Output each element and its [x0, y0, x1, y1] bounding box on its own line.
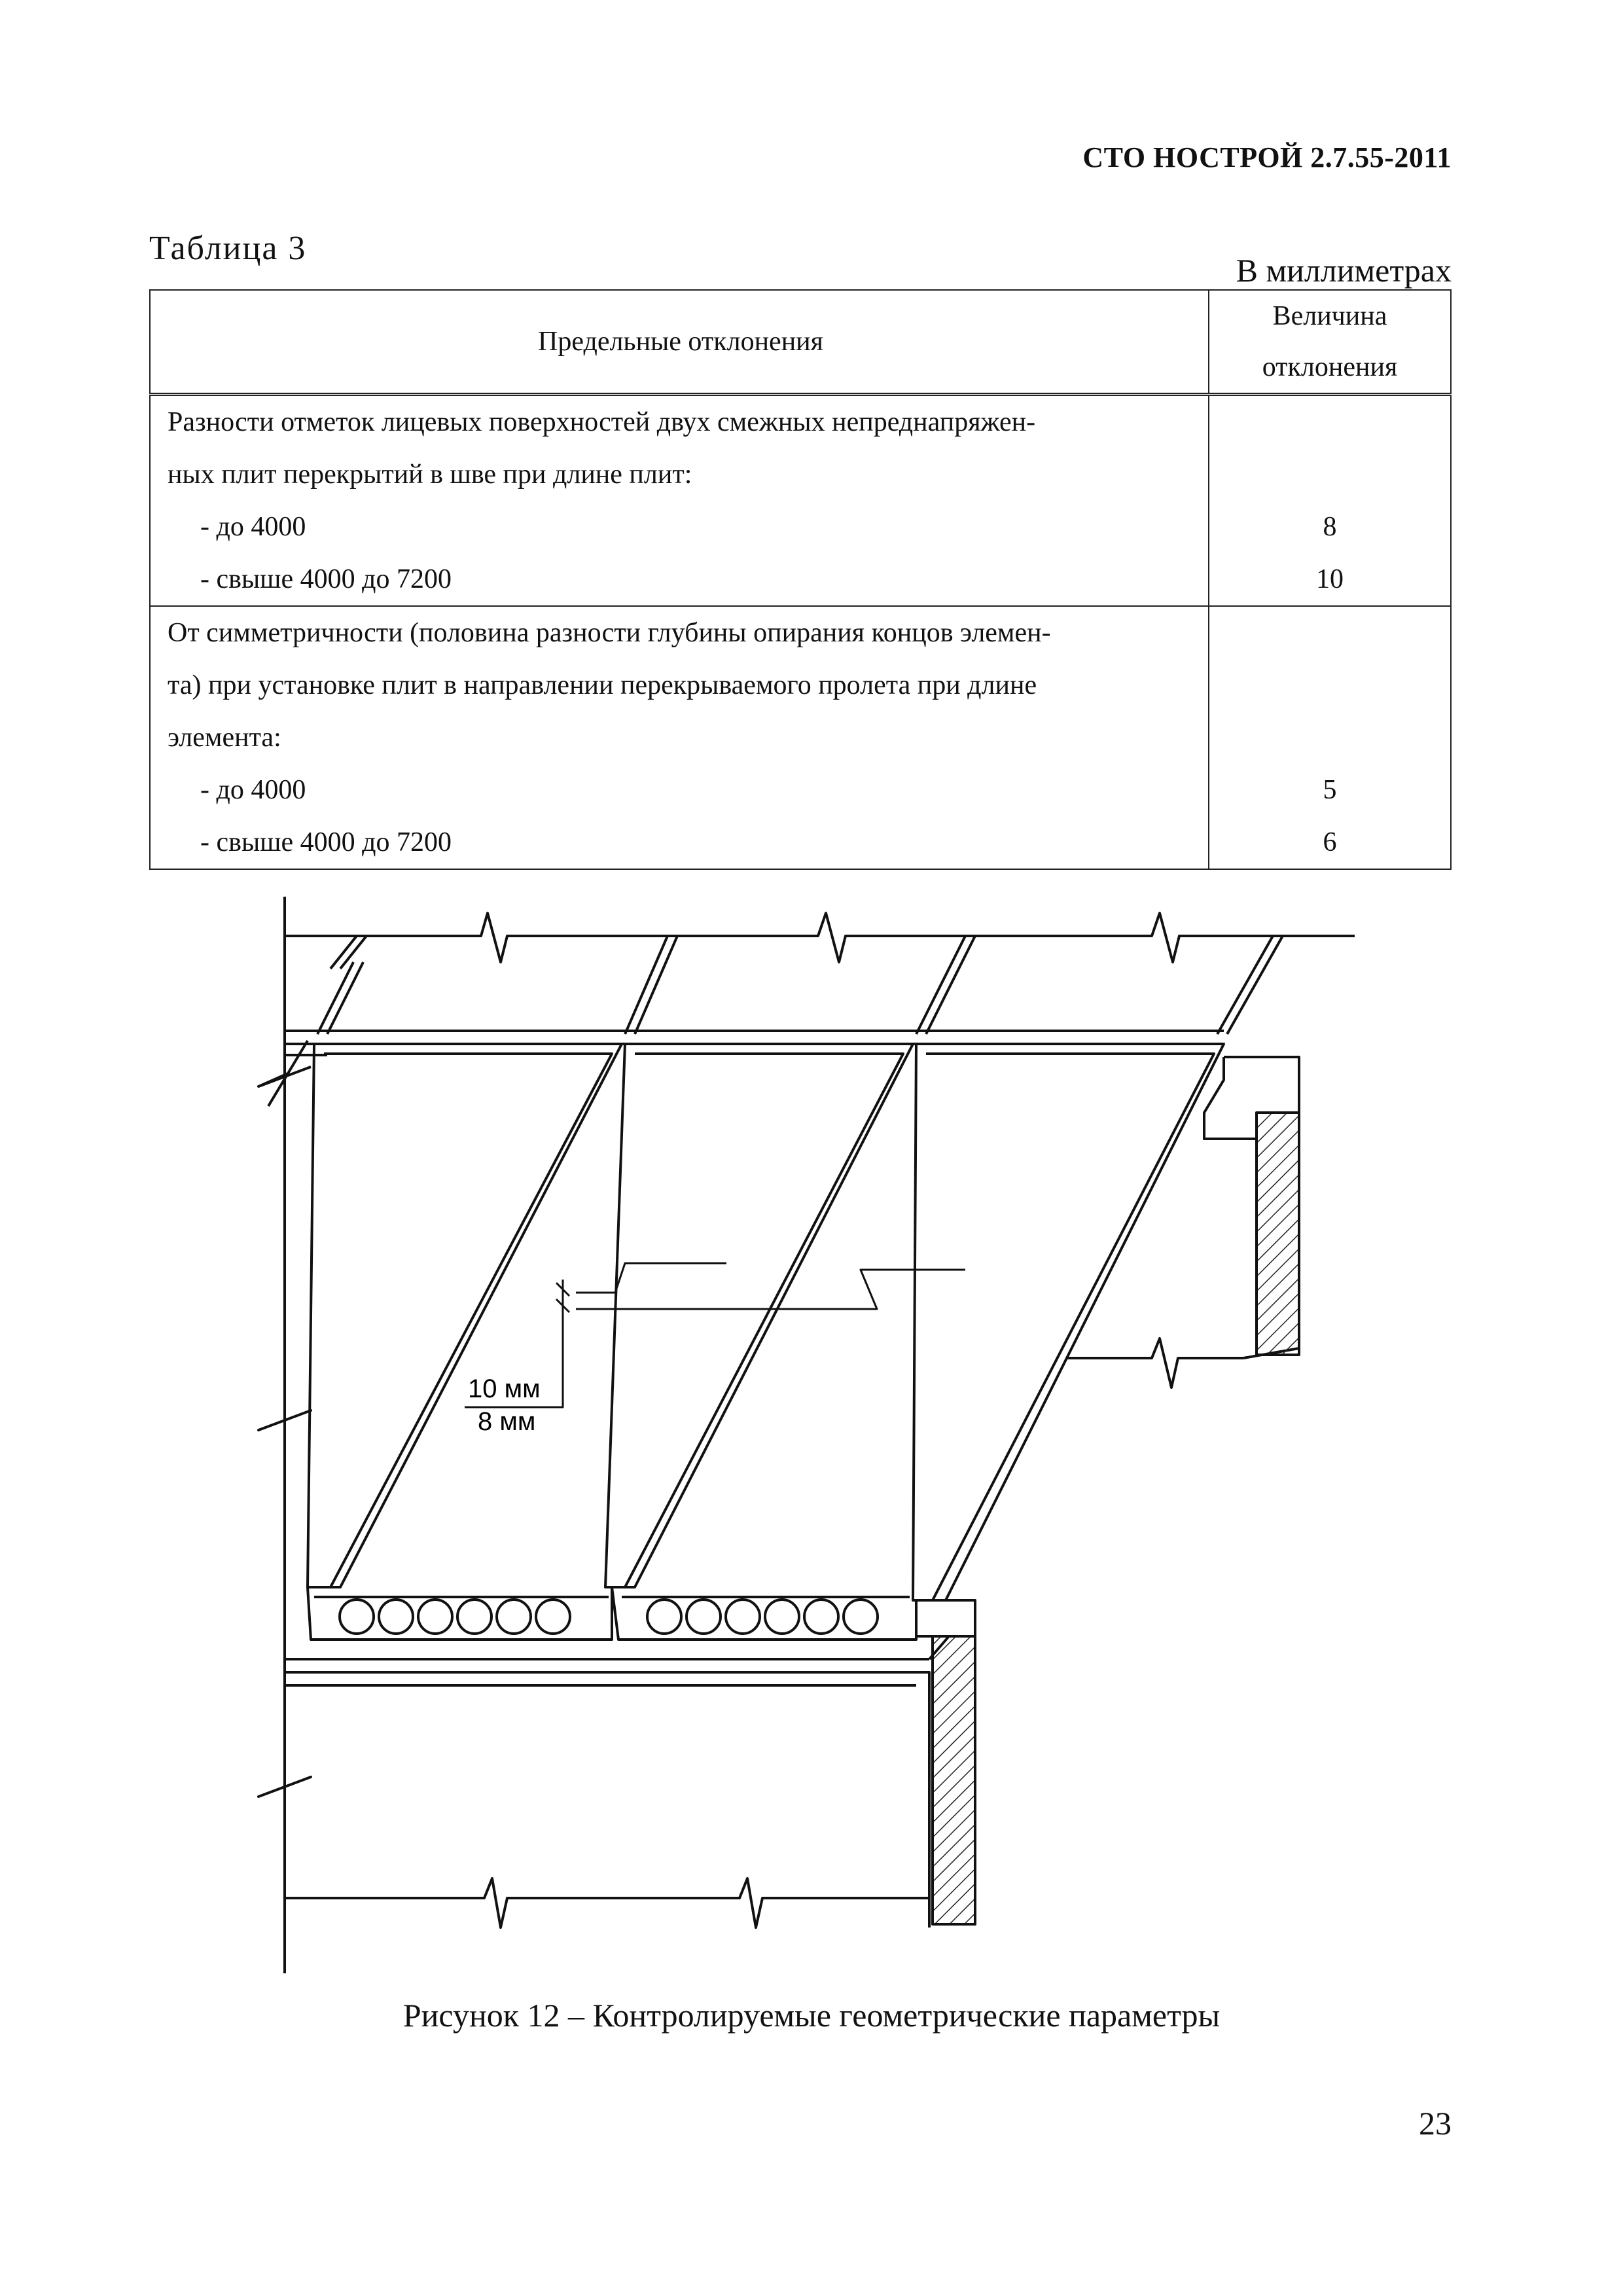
document-code: СТО НОСТРОЙ 2.7.55-2011	[1082, 141, 1452, 173]
row-description	[150, 395, 1209, 607]
row-value: 6	[1323, 827, 1337, 857]
row-value: 10	[1316, 564, 1344, 594]
left-boundary-line	[259, 897, 311, 1973]
back-beam	[285, 1031, 1224, 1044]
row-text: ных плит перекрытий в шве при длине плит:	[168, 459, 692, 490]
header-value-line1: Величина	[1272, 301, 1387, 331]
top-boundary-line	[285, 913, 1355, 962]
bottom-boundary-line	[285, 1878, 929, 1928]
slab-1-inner	[324, 1054, 612, 1587]
row-text: та) при установке плит в направлении перекрываемого пролета при длине	[168, 670, 1037, 700]
table-row	[150, 606, 1451, 869]
slab-2-edge-back	[625, 936, 677, 1034]
row-value: 5	[1323, 775, 1337, 805]
row-text: элемента:	[168, 723, 281, 753]
front-support-hatch	[933, 1636, 975, 1924]
slab-3-edge-back	[916, 936, 1283, 1034]
right-break	[1067, 1338, 1243, 1388]
page-number: 23	[1419, 2105, 1452, 2142]
row-values	[1209, 606, 1451, 869]
table-units: В миллиметрах	[1236, 252, 1452, 289]
slab-front-1	[308, 1587, 612, 1640]
table-row	[150, 395, 1451, 607]
slab-3-inner	[926, 1054, 1214, 1600]
deviation-leader-1	[576, 1263, 726, 1293]
table-label: Таблица 3	[149, 230, 307, 267]
row-values	[1209, 395, 1451, 607]
row-description	[150, 606, 1209, 869]
deviation-label-top: 10 мм	[468, 1374, 541, 1403]
back-support-hatch	[1257, 1113, 1299, 1355]
row-value: 8	[1323, 512, 1337, 542]
header-value	[1209, 290, 1451, 395]
deviation-leader-2	[576, 1270, 965, 1309]
figure-caption: Рисунок 12 – Контролируемые геометрические параметры	[402, 1997, 1221, 2034]
row-text: От симметричности (половина разности глубины опирания концов элемен-	[168, 618, 1051, 648]
slab-2-inner	[625, 1054, 903, 1587]
header-value-line2: отклонения	[1262, 352, 1398, 382]
front-beam	[285, 1659, 929, 1928]
header-deviations: Предельные отклонения	[150, 290, 1209, 395]
hollow-cores	[340, 1600, 878, 1634]
slab-1-edge-back	[317, 936, 393, 1034]
row-text: Разности отметок лицевых поверхностей двух смежных непреднапряжен-	[168, 407, 1036, 437]
deviation-table	[149, 289, 1452, 870]
row-subitem: - до 4000	[200, 775, 306, 805]
slab-drawing	[249, 890, 1387, 1977]
deviation-label-bottom: 8 мм	[478, 1407, 536, 1436]
row-subitem: - свыше 4000 до 7200	[200, 827, 452, 857]
row-subitem: - свыше 4000 до 7200	[200, 564, 452, 594]
row-subitem: - до 4000	[200, 512, 306, 542]
table-header-row	[150, 290, 1451, 395]
